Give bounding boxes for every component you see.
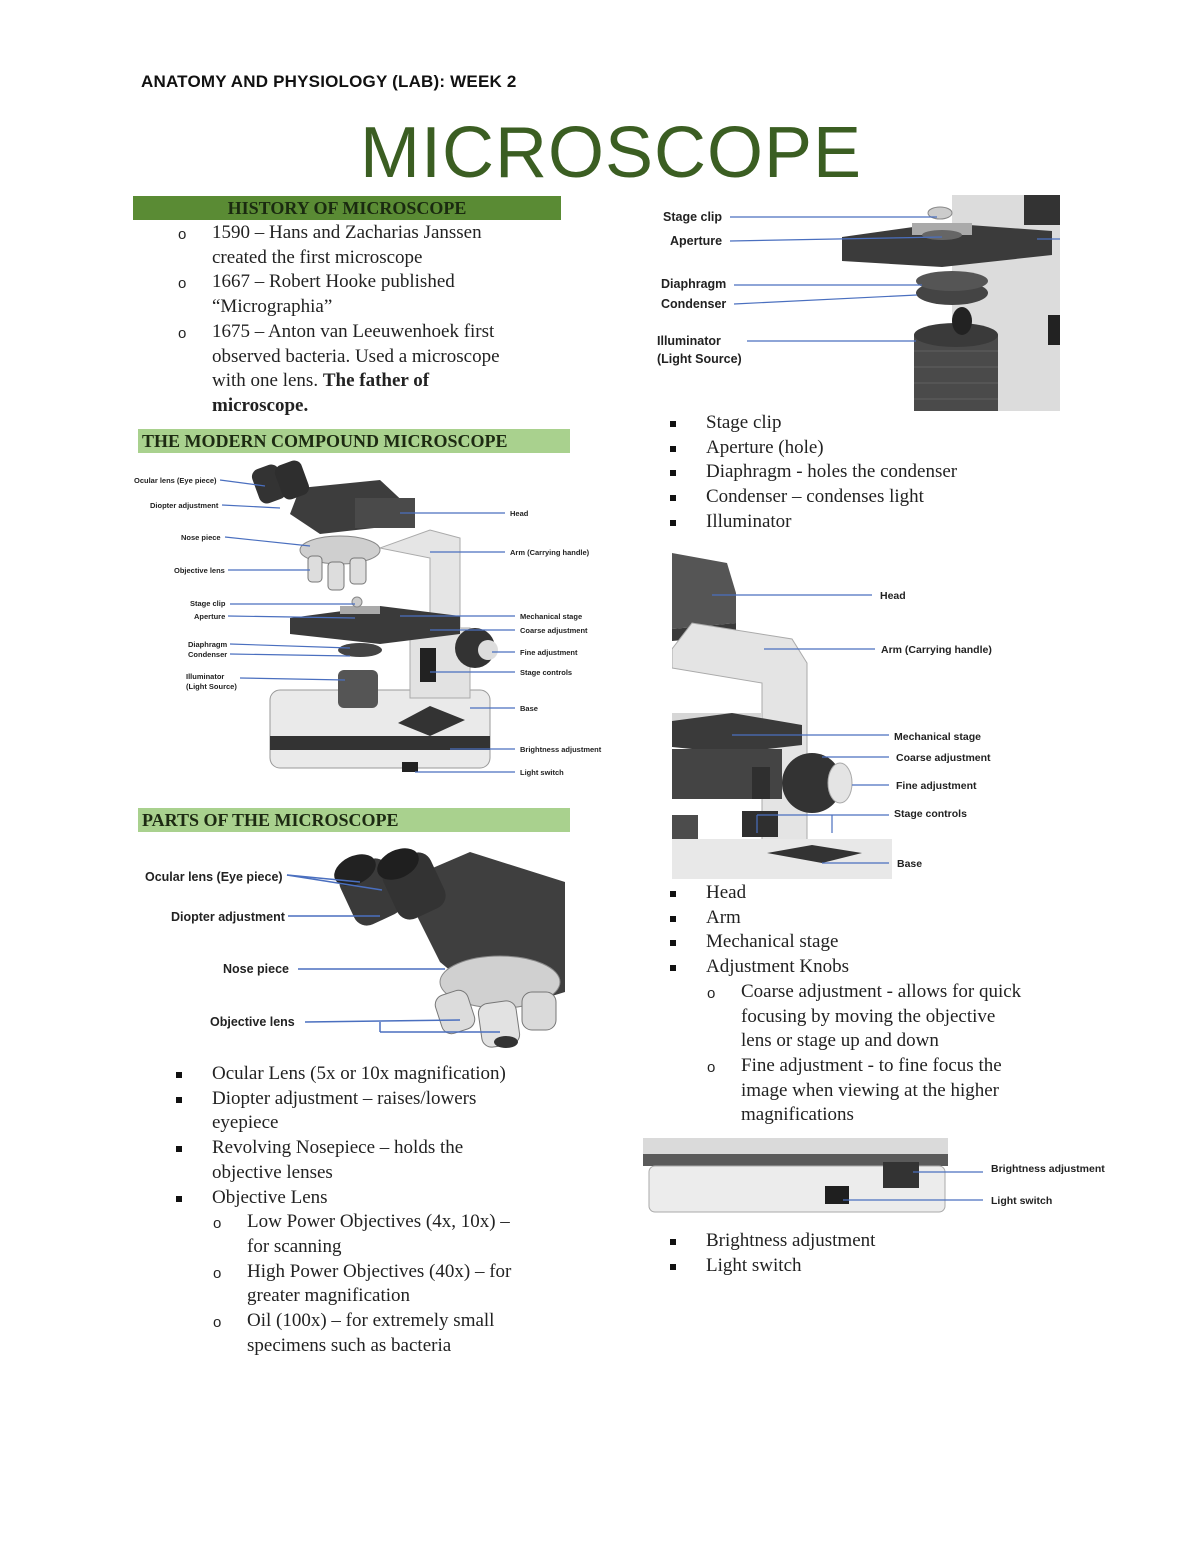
- label-aperture: Aperture: [194, 612, 226, 621]
- page-title: MICROSCOPE: [359, 113, 863, 193]
- bullet-icon: [670, 1264, 676, 1270]
- label-light-switch: Light switch: [520, 768, 564, 777]
- arm-list: [706, 881, 1136, 1128]
- label-head: Head: [510, 509, 529, 518]
- label-base: Base: [897, 858, 923, 870]
- bullet-icon: [670, 916, 676, 922]
- bullet-icon: [670, 421, 676, 427]
- label-condenser: Condenser: [188, 650, 228, 659]
- label-coarse: Coarse adjustment: [520, 626, 588, 635]
- list-item: o High Power Objectives (40x) – for greater magnification: [213, 1260, 512, 1307]
- parts-list: [212, 1062, 592, 1358]
- label-base: Base: [520, 704, 538, 713]
- label-diaphragm: Diaphragm: [661, 277, 727, 291]
- label-light-source: (Light Source): [186, 682, 237, 691]
- course-header: ANATOMY AND PHYSIOLOGY (LAB): WEEK 2: [141, 72, 517, 91]
- label-ocular-lens: Ocular lens (Eye piece): [134, 476, 217, 485]
- stage-figure: [652, 195, 1060, 411]
- list-item: o 1675 – Anton van Leeuwenhoek first observed bacteria. Used a microscope with one lens. The father of microscope.: [178, 320, 500, 416]
- bullet-icon: [670, 891, 676, 897]
- list-item: Ocular Lens (5x or 10x magnification): [212, 1062, 592, 1087]
- modern-heading: THE MODERN COMPOUND MICROSCOPE: [138, 429, 570, 453]
- list-item: o 1667 – Robert Hooke published “Micrographia”: [178, 271, 455, 318]
- bullet-icon: [670, 940, 676, 946]
- label-objective-lens: Objective lens: [210, 1015, 295, 1029]
- list-item: Light switch: [706, 1254, 1126, 1279]
- base-list: [706, 1229, 1126, 1278]
- bullet-icon: [670, 470, 676, 476]
- stage-list: [706, 411, 1126, 535]
- compound-microscope-figure: [130, 458, 610, 788]
- bullet-icon: [670, 495, 676, 501]
- list-item: o Coarse adjustment - allows for quick focusing by moving the objective lens or stage up and down: [707, 980, 1022, 1052]
- label-diopter: Diopter adjustment: [171, 910, 285, 924]
- label-diaphragm: Diaphragm: [188, 640, 228, 649]
- eyepiece-figure: [140, 842, 565, 1060]
- list-item: Aperture (hole): [706, 436, 1126, 461]
- label-condenser: Condenser: [661, 297, 727, 311]
- label-mechanical-stage: Mechanical stage: [894, 731, 981, 743]
- list-item: Brightness adjustment: [706, 1229, 1126, 1254]
- history-list: [178, 221, 572, 419]
- label-illuminator: Illuminator: [657, 334, 721, 348]
- label-illuminator: Illuminator: [186, 672, 225, 681]
- label-diopter: Diopter adjustment: [150, 501, 219, 510]
- bullet-icon: [670, 446, 676, 452]
- label-light-switch: Light switch: [991, 1195, 1053, 1207]
- label-stage-clip: Stage clip: [663, 210, 723, 224]
- label-brightness: Brightness adjustment: [520, 745, 602, 754]
- parts-heading: PARTS OF THE MICROSCOPE: [138, 808, 570, 832]
- label-stage-clip: Stage clip: [190, 599, 226, 608]
- bullet-icon: [176, 1146, 182, 1152]
- label-arm: Arm (Carrying handle): [881, 644, 992, 656]
- list-item: o Oil (100x) – for extremely small specimens such as bacteria: [213, 1310, 495, 1356]
- label-coarse: Coarse adjustment: [896, 752, 991, 764]
- label-objective-lens: Objective lens: [174, 566, 225, 575]
- list-item: Arm: [706, 906, 1136, 931]
- label-brightness: Brightness adjustment: [991, 1163, 1105, 1175]
- label-head: Head: [880, 590, 906, 602]
- list-item: o Low Power Objectives (4x, 10x) – for scanning: [213, 1211, 510, 1257]
- list-item: Stage clip: [706, 411, 1126, 436]
- bullet-icon: [176, 1097, 182, 1103]
- label-arm: Arm (Carrying handle): [510, 548, 590, 557]
- list-item: Adjustment Knobs: [706, 955, 1136, 980]
- label-nose-piece: Nose piece: [223, 962, 290, 976]
- label-aperture: Aperture: [670, 234, 723, 248]
- bullet-icon: [670, 1239, 676, 1245]
- base-figure: [643, 1138, 1110, 1222]
- label-fine: Fine adjustment: [520, 648, 578, 657]
- history-heading: HISTORY OF MICROSCOPE: [133, 196, 561, 220]
- bullet-icon: [176, 1196, 182, 1202]
- label-fine: Fine adjustment: [896, 780, 977, 792]
- bullet-icon: [176, 1072, 182, 1078]
- list-item: Illuminator: [706, 510, 1126, 535]
- bullet-icon: [670, 520, 676, 526]
- list-item: o Fine adjustment - to fine focus the image when viewing at the higher magnifications: [707, 1054, 1002, 1126]
- label-light-source: (Light Source): [657, 352, 742, 366]
- list-item: o 1590 – Hans and Zacharias Janssen created the first microscope: [178, 222, 482, 268]
- list-item: Mechanical stage: [706, 930, 1136, 955]
- arm-figure: [672, 553, 1002, 879]
- list-item: Diaphragm - holes the condenser: [706, 460, 1126, 485]
- list-item: Condenser – condenses light: [706, 485, 1126, 510]
- label-nose-piece: Nose piece: [181, 533, 221, 542]
- label-stage-controls: Stage controls: [520, 668, 573, 677]
- list-item: Diopter adjustment – raises/lowers eyepiece: [212, 1087, 592, 1136]
- list-item: Revolving Nosepiece – holds the objective lenses: [212, 1136, 592, 1185]
- list-item: Head: [706, 881, 1136, 906]
- bullet-icon: [670, 965, 676, 971]
- label-ocular-lens: Ocular lens (Eye piece): [145, 870, 283, 884]
- label-stage-controls: Stage controls: [894, 808, 967, 820]
- list-item: Objective Lens: [212, 1186, 592, 1211]
- label-mechanical-stage: Mechanical stage: [520, 612, 583, 621]
